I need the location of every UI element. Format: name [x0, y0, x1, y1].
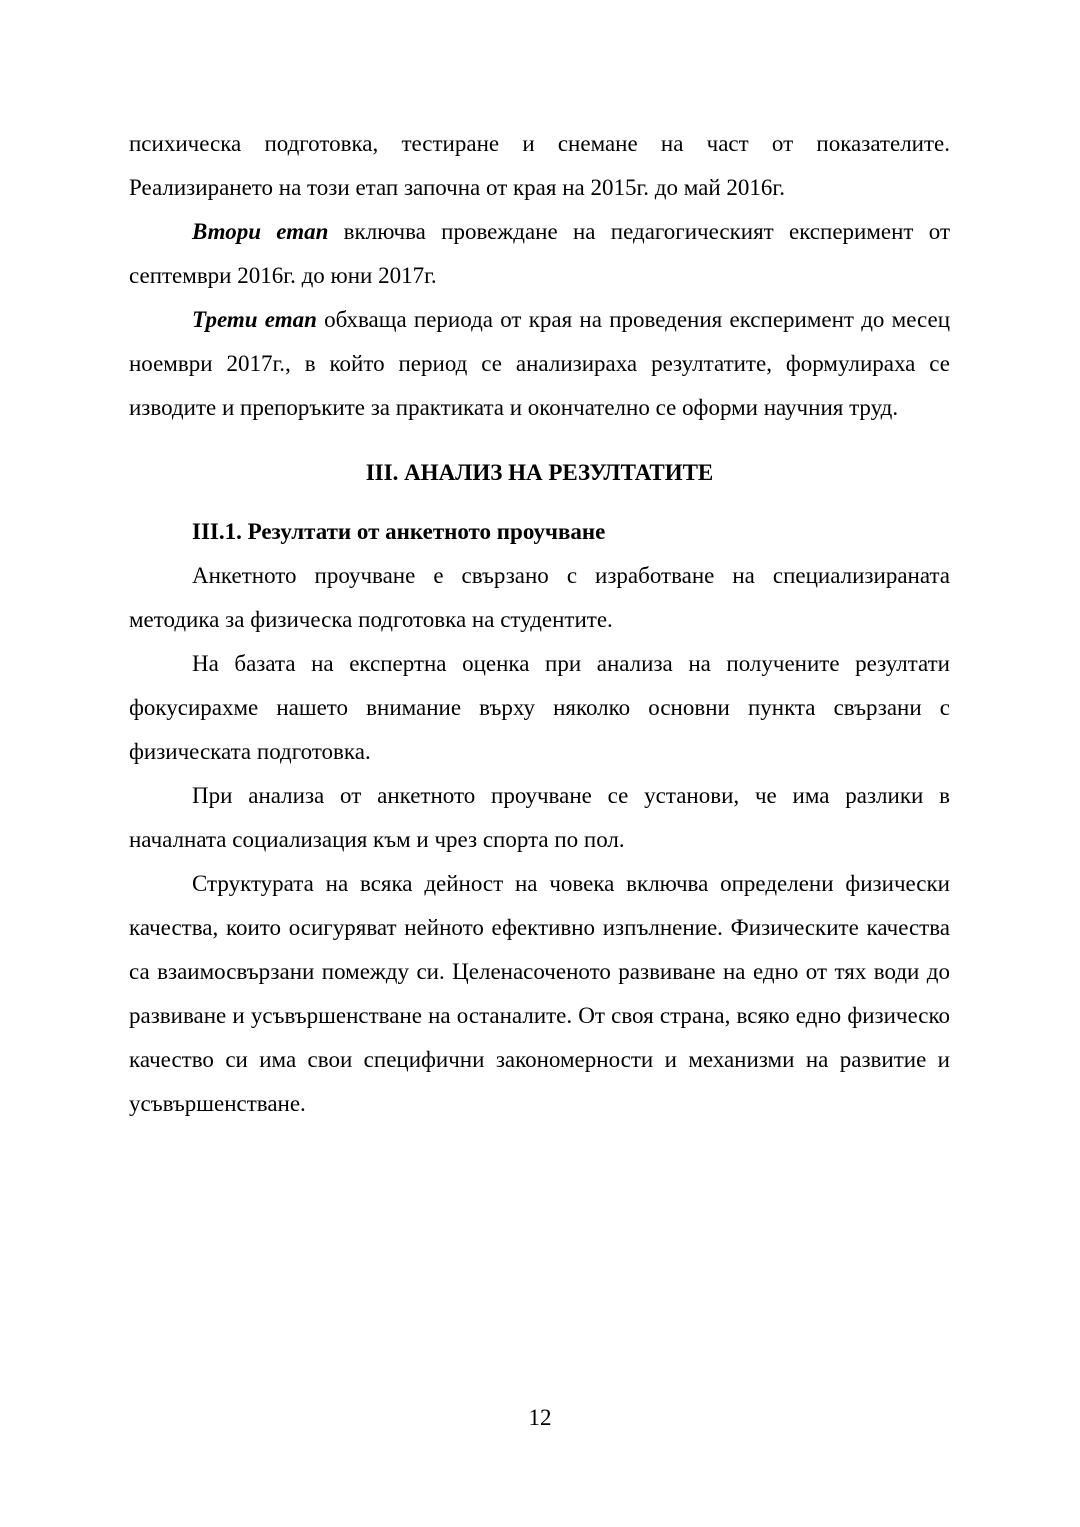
paragraph-physical-qualities: Структурата на всяка дейност на човека включва определени физически качества, които осигуряват нейното ефективно изпълнение. Физическите качества са взаимосвързани помежду си. Целенасоченото развиване на едно от тях води до развиване и усъвършенстване на останалите. От своя страна, всяко едно физическо качество си има свои специфични закономерности и механизми на развитие и усъвършенстване. [129, 871, 950, 1116]
page-number: 12 [528, 1405, 552, 1430]
document-body [129, 122, 950, 1126]
stage-2-text: включва провеждане на педагогическият експеримент от септември 2016г. до юни 2017г. [129, 219, 951, 288]
paragraph-expert-assessment: На базата на експертна оценка при анализа на получените резултати фокусирахме нашето внимание върху няколко основни пункта свързани с физическата подготовка. [129, 651, 950, 764]
paragraph-stage-1-continued: психическа подготовка, тестиране и снемане на част от показателите. Реализирането на този етап започна от края на 2015г. до май 2016г. [129, 131, 950, 200]
paragraph-survey-purpose: Анкетното проучване е свързано с изработване на специализираната методика за физическа подготовка на студентите. [129, 563, 950, 632]
paragraph-stage-2 [129, 210, 950, 298]
paragraph-gender-differences: При анализа от анкетното проучване се установи, че има разлики в началната социализация към и чрез спорта по пол. [129, 783, 950, 852]
subsection-heading: III.1. Резултати от анкетното проучване [192, 519, 606, 544]
stage-3-text: обхваща периода от края на проведения експеримент до месец ноември 2017г., в който период се анализираха резултатите, формулираха се изводите и препоръките за практиката и окончателно се оформи научния труд. [129, 307, 950, 420]
paragraph-stage-3 [129, 298, 950, 430]
stage-2-label: Втори етап [192, 219, 329, 244]
section-heading: III. АНАЛИЗ НА РЕЗУЛТАТИТЕ [365, 460, 714, 485]
stage-3-label: Трети етап [192, 307, 317, 332]
